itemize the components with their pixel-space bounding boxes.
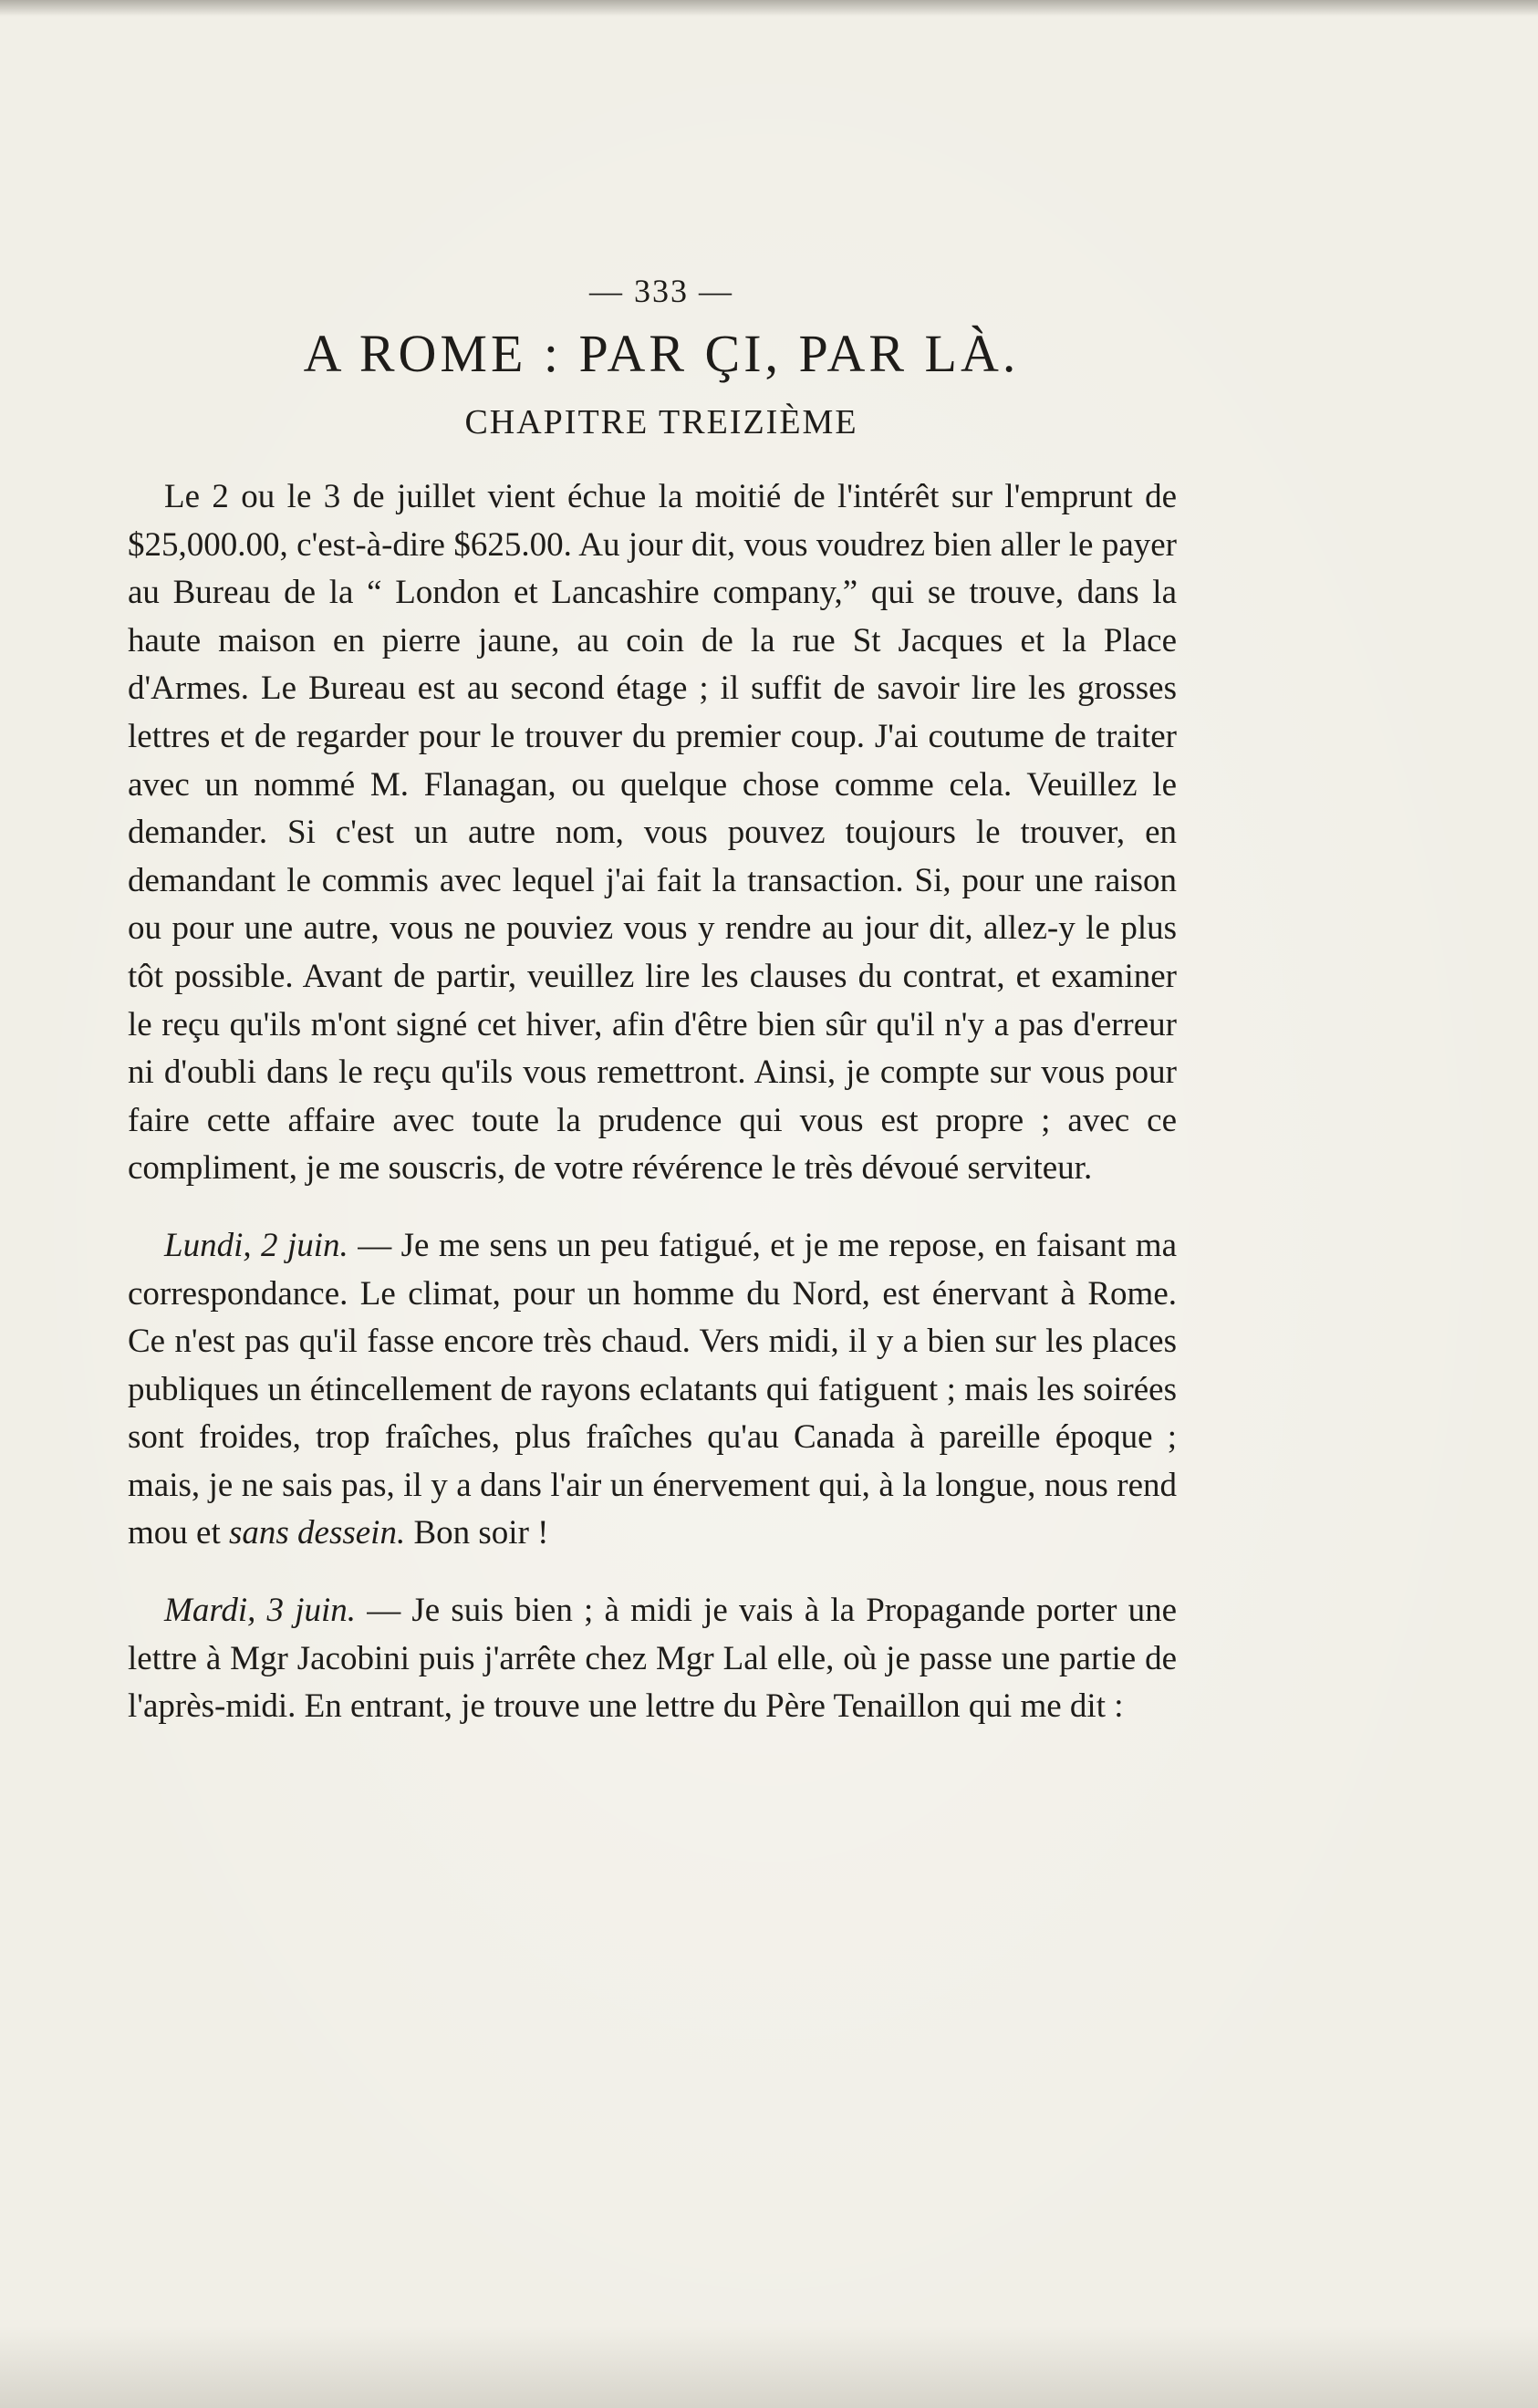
page-content: [128, 272, 1177, 1760]
paragraph-text: — Je me sens un peu fatigué, et je me repose, en faisant ma correspondance. Le climat, pour un homme du Nord, est énervant à Rome. Ce n'est pas qu'il fasse encore très chaud. Vers midi, il y a bien sur les places publiques un étincellement de rayons eclatants qui fatiguent ; mais les soirées sont froides, trop fraîches, plus fraîches qu'au Canada à pareille époque ; mais, je ne sais pas, il y a dans l'air un énervement qui, à la longue, nous rend mou et: [128, 1226, 1177, 1552]
paragraph-text: — Je suis bien ; à midi je vais à la Propagande porter une lettre à Mgr Jacobini puis j'arrête chez Mgr Lal elle, où je passe une partie de l'après-midi. En entrant, je trouve une lettre du Père Tenaillon qui me dit :: [128, 1592, 1177, 1726]
date-lead: Lundi, 2 juin.: [164, 1226, 348, 1264]
page-bottom-shadow: [0, 2326, 1538, 2408]
emphasis-text: sans dessein.: [228, 1514, 406, 1552]
page-number: — 333 —: [589, 273, 733, 309]
page-top-shadow: [0, 0, 1538, 16]
chapter-heading: CHAPITRE TREIZIÈME: [464, 403, 858, 441]
date-lead: Mardi, 3 juin.: [164, 1592, 357, 1630]
paragraph-text: Le 2 ou le 3 de juillet vient échue la moitié de l'intérêt sur l'emprunt de $25,000.00, c'est-à-dire $625.00. Au jour dit, vous voudrez bien aller le payer au Bureau de la “ London et Lancashire company,” qui se trouve, dans la haute maison en pierre jaune, au coin de la rue St Jacques et la Place d'Armes. Le Bureau est au second étage ; il suffit de savoir lire les grosses lettres et de regarder pour le trouver du premier coup. J'ai coutume de traiter avec un nommé M. Flanagan, ou quelque chose comme cela. Veuillez le demander. Si c'est un autre nom, vous pouvez toujours le trouver, en demandant le commis avec lequel j'ai fait la transaction. Si, pour une raison ou pour une autre, vous ne pouviez vous y rendre au jour dit, allez-y le plus tôt possible. Avant de partir, veuillez lire les clauses du contrat, et examiner le reçu qu'ils m'ont signé cet hiver, afin d'être bien sûr qu'il n'y a pas d'erreur ni d'oubli dans le reçu qu'ils vous remettront. Ainsi, je compte sur vous pour faire cette affaire avec toute la prudence qui vous est propre ; avec ce compliment, je me souscris, de votre révérence le très dévoué serviteur.: [128, 478, 1177, 1188]
paragraph-letter: [128, 473, 1177, 1193]
paragraph-mardi: [128, 1587, 1177, 1731]
section-title: A ROME : PAR ÇI, PAR LÀ.: [303, 324, 1020, 383]
paragraph-tail: Bon soir !: [405, 1514, 549, 1552]
paragraph-lundi: [128, 1222, 1177, 1558]
